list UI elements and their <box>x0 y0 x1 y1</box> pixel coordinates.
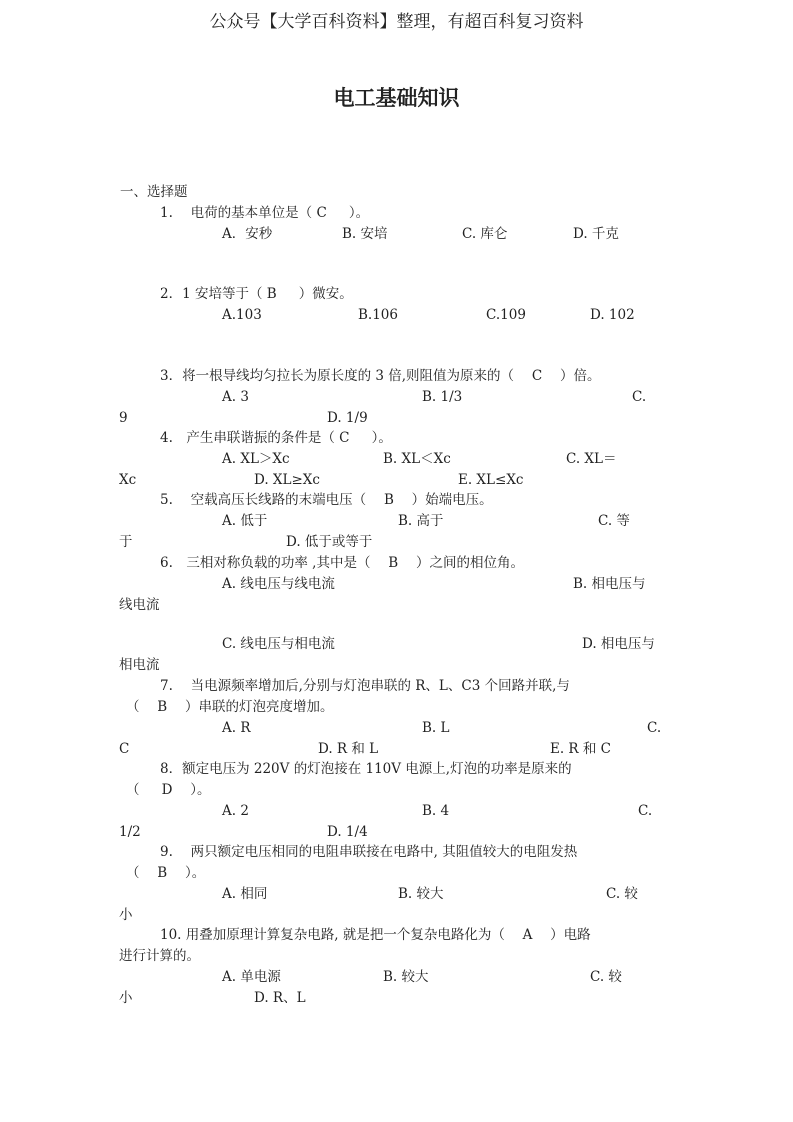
q1-option-b: B. 安培 <box>342 226 388 242</box>
q3-option-c-value: 9 <box>119 410 128 426</box>
question-3-stem: 3．将一根导线均匀拉长为原长度的 3 倍,则阻值为原来的（ C ）倍。 <box>160 368 601 384</box>
q6-option-d-label: D. 相电压与 <box>582 636 655 652</box>
q1-option-c: C. 库仑 <box>462 226 508 242</box>
q7-option-e: E. R 和 C <box>550 741 612 757</box>
q4-option-c-value: Xc <box>119 472 137 488</box>
q4-option-d: D. XL≥Xc <box>254 472 320 488</box>
page-header: 公众号【大学百科资料】整理，有超百科复习资料 <box>209 12 584 32</box>
q9-option-c-value: 小 <box>119 907 133 923</box>
q6-option-b-label: B. 相电压与 <box>573 576 646 592</box>
q9-option-b: B. 较大 <box>398 886 444 902</box>
question-8-stem-line1: 8．额定电压为 220V 的灯泡接在 110V 电源上,灯泡的功率是原来的 <box>160 761 572 777</box>
q10-option-d: D. R、L <box>254 990 306 1006</box>
q4-option-a: A. XL＞Xc <box>222 451 290 467</box>
question-7-stem-line1: 7. 当电源频率增加后,分别与灯泡串联的 R、L、C3 个回路并联,与 <box>160 678 570 694</box>
q7-option-c-value: C <box>119 741 130 757</box>
q4-option-c-label: C. XL＝ <box>566 451 617 467</box>
q5-option-c-value: 于 <box>119 534 133 550</box>
q7-option-b: B. L <box>422 720 450 736</box>
question-9-stem-line1: 9. 两只额定电压相同的电阻串联接在电路中, 其阻值较大的电阻发热 <box>160 844 578 860</box>
question-8-stem-line2: （ D ）。 <box>126 782 211 798</box>
question-7-stem-line2: （ B ）串联的灯泡亮度增加。 <box>126 699 334 715</box>
q2-option-b: B.106 <box>358 307 398 323</box>
q10-option-c-value: 小 <box>119 990 133 1006</box>
q6-option-c: C. 线电压与相电流 <box>222 636 335 652</box>
q6-option-d-value: 相电流 <box>119 657 160 673</box>
q8-option-d: D. 1/4 <box>327 824 368 840</box>
q5-option-a: A. 低于 <box>222 513 268 529</box>
section-heading: 一、选择题 <box>120 184 188 200</box>
q5-option-b: B. 高于 <box>398 513 444 529</box>
q2-option-d: D. 102 <box>590 307 635 323</box>
q4-option-e: E. XL≤Xc <box>458 472 524 488</box>
q10-option-c-label: C. 较 <box>590 969 622 985</box>
q2-option-a: A.103 <box>222 307 262 323</box>
q3-option-d: D. 1/9 <box>327 410 368 426</box>
q3-option-b: B. 1/3 <box>422 389 463 405</box>
q8-option-c-value: 1/2 <box>119 824 141 840</box>
question-10-stem-line2: 进行计算的。 <box>119 948 200 964</box>
q7-option-c-label: C. <box>647 720 662 736</box>
q1-option-a: A．安秒 <box>222 226 273 242</box>
q2-option-c: C.109 <box>486 307 526 323</box>
q8-option-c-label: C. <box>638 803 653 819</box>
q6-option-a: A. 线电压与线电流 <box>222 576 335 592</box>
document-title: 电工基础知识 <box>333 86 460 110</box>
q5-option-d: D. 低于或等于 <box>286 534 373 550</box>
q4-option-b: B. XL＜Xc <box>383 451 451 467</box>
q10-option-a: A. 单电源 <box>222 969 281 985</box>
q8-option-a: A. 2 <box>222 803 249 819</box>
question-1-stem: 1. 电荷的基本单位是（ C ）。 <box>160 205 370 221</box>
q8-option-b: B. 4 <box>422 803 450 819</box>
q5-option-c-label: C. 等 <box>598 513 630 529</box>
q6-option-b-value: 线电流 <box>119 597 160 613</box>
question-2-stem: 2．1 安培等于（ B ）微安。 <box>160 286 353 302</box>
question-10-stem-line1: 10. 用叠加原理计算复杂电路, 就是把一个复杂电路化为（ A ）电路 <box>160 927 591 943</box>
question-4-stem: 4. 产生串联谐振的条件是（ C ）。 <box>160 430 392 446</box>
q9-option-a: A. 相同 <box>222 886 268 902</box>
question-9-stem-line2: （ B ）。 <box>126 865 206 881</box>
q3-option-c-label: C. <box>632 389 647 405</box>
q9-option-c-label: C. 较 <box>606 886 638 902</box>
q1-option-d: D. 千克 <box>573 226 619 242</box>
question-5-stem: 5. 空载高压长线路的末端电压（ B ）始端电压。 <box>160 492 493 508</box>
q7-option-a: A. R <box>222 720 251 736</box>
q3-option-a: A. 3 <box>222 389 249 405</box>
q10-option-b: B. 较大 <box>383 969 429 985</box>
question-6-stem: 6. 三相对称负载的功率 ,其中是（ B ）之间的相位角。 <box>160 555 524 571</box>
q7-option-d: D. R 和 L <box>318 741 379 757</box>
